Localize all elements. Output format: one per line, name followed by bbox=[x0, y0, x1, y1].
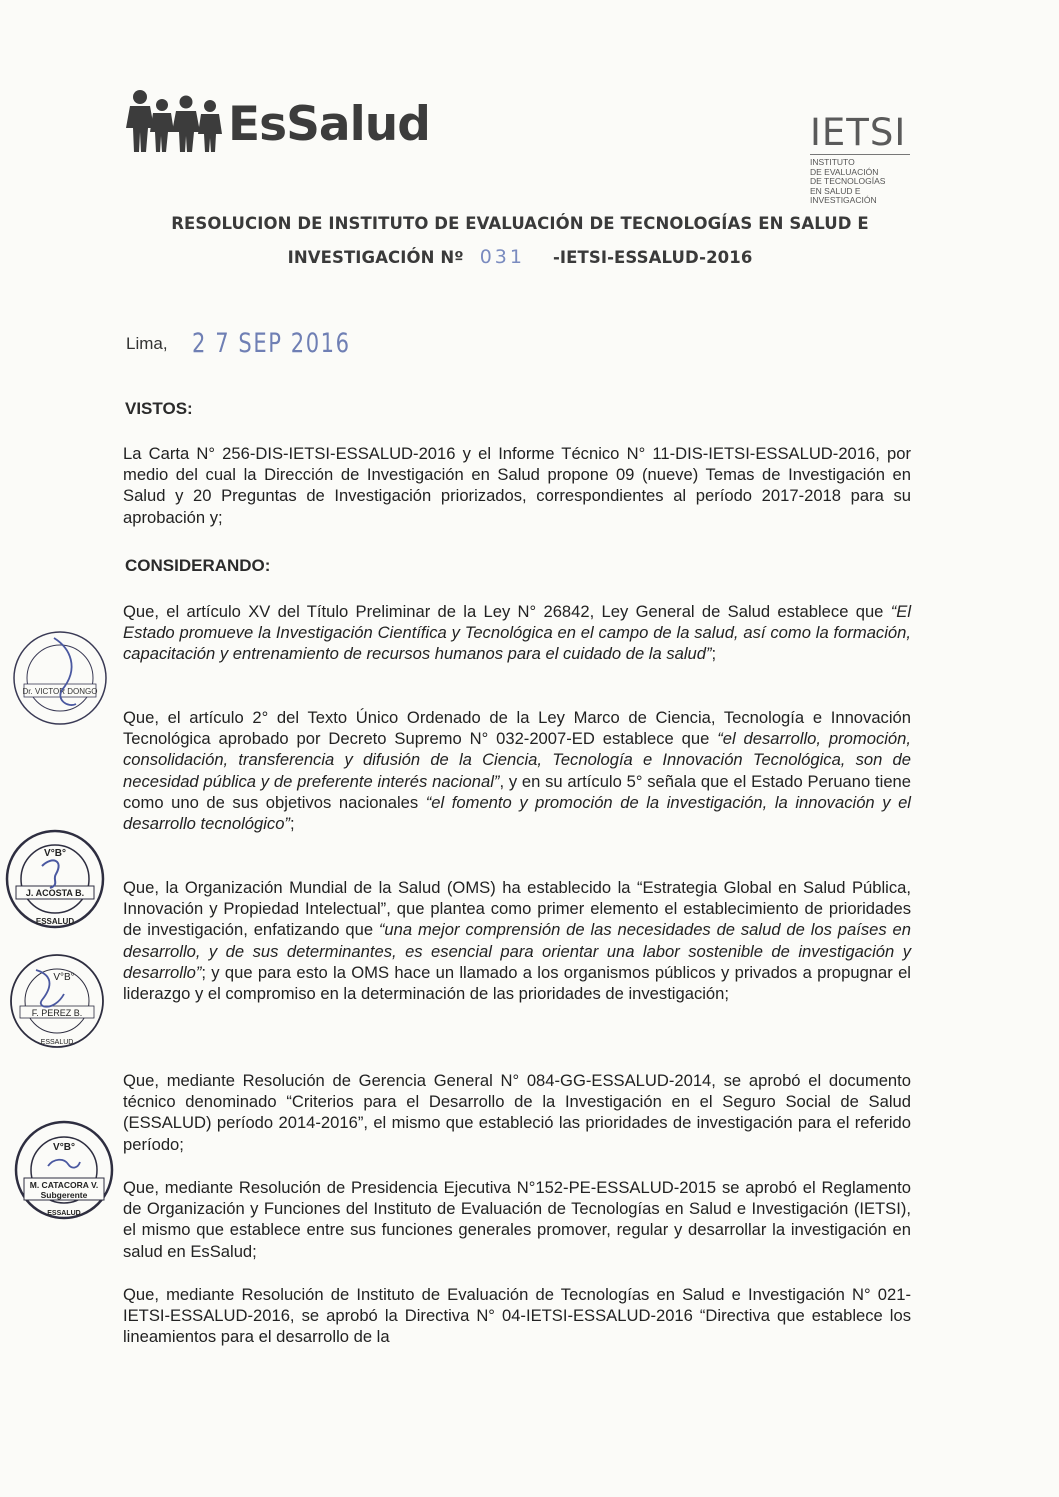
ietsi-logo bbox=[810, 111, 910, 206]
seal-4-role: Subgerente bbox=[40, 1190, 88, 1200]
ietsi-line: INVESTIGACIÓN bbox=[810, 195, 877, 205]
family-figures-icon bbox=[126, 88, 226, 154]
ietsi-subtitle bbox=[810, 158, 910, 206]
considerando-paragraph-6: Que, mediante Resolución de Instituto de Evaluación de Tecnologías en Salud e Investigación N° 021-IETSI-ESSALUD-2016, se aprobó la Directiva N° 04-IETSI-ESSALUD-2016 “Directiva que establece los lineamientos para el desarrollo de la bbox=[123, 1285, 911, 1347]
title-suffix: -IETSI-ESSALUD-2016 bbox=[552, 248, 753, 267]
seal-stamp-icon bbox=[2, 826, 108, 932]
seal-1-name: Dr. VICTOR DONGO bbox=[22, 687, 98, 696]
seal-3-bottom: ESSALUD bbox=[40, 1039, 74, 1046]
seal-2-top: V°B° bbox=[44, 848, 66, 859]
place: Lima, bbox=[126, 334, 168, 353]
resolution-number: 031 bbox=[479, 246, 525, 268]
seal-3-name: F. PEREZ B. bbox=[31, 1008, 83, 1018]
p1-quote: “El Estado promueve la Investigación Científica y Tecnológica en el campo de la salud, así como la formación, capacitación y entrenamiento de recursos humanos para el cuidado de la salud” bbox=[123, 602, 911, 664]
p1-lead: Que, el artículo XV del Título Preliminar de la Ley N° 26842, Ley General de Salud establece que bbox=[123, 602, 891, 621]
seal-stamp-icon bbox=[6, 950, 108, 1052]
resolution-title-line2 bbox=[120, 246, 920, 268]
vistos-paragraph: La Carta N° 256-DIS-IETSI-ESSALUD-2016 y el Informe Técnico N° 11-DIS-IETSI-ESSALUD-2016, por medio del cual la Dirección de Investigación en Salud propone 09 (nueve) Temas de Investigación en Salud y 20 Preguntas de Investigación priorizados, correspondientes al período 2017-2018 para su aprobación y; bbox=[123, 444, 911, 527]
considerando-paragraph-1 bbox=[123, 601, 911, 665]
ietsi-name: IETSI bbox=[810, 114, 910, 155]
p3-quote: “una mejor comprensión de las necesidades de salud de los países en desarrollo, y de sus determinantes, es esencial para orientar una labor sostenible de investigación y desarrollo” bbox=[123, 920, 911, 982]
p2-quote2: “el fomento y promoción de la investigación, la innovación y el desarrollo tecnológico” bbox=[123, 792, 911, 834]
title-prefix: INVESTIGACIÓN Nº bbox=[287, 248, 464, 267]
seal-4-bottom: ESSALUD bbox=[47, 1210, 81, 1217]
ietsi-line: INSTITUTO bbox=[810, 157, 855, 167]
p3-tail: ; y que para esto la OMS hace un llamado a los organismos públicos y privados a propugnar el liderazgo y el compromiso en la determinación de las prioridades de investigación; bbox=[123, 962, 911, 1004]
date-stamp: 2 7 SEP 2016 bbox=[192, 328, 351, 359]
vistos-heading: VISTOS: bbox=[125, 399, 193, 418]
considerando-heading: CONSIDERANDO: bbox=[125, 556, 271, 575]
p2-middle: , y en su artículo 5° señala que el Estado Peruano tiene como uno de sus objetivos nacionales bbox=[123, 771, 912, 812]
logo-text: EsSalud bbox=[228, 97, 430, 152]
p2-quote1: “el desarrollo, promoción, consolidación, transferencia y difusión de la Ciencia, Tecnología e Innovación Tecnológica, son de necesidad pública y de preferente interés nacional” bbox=[123, 729, 911, 791]
seal-stamp-icon bbox=[10, 628, 110, 728]
resolution-title-line1: RESOLUCION DE INSTITUTO DE EVALUACIÓN DE TECNOLOGÍAS EN SALUD E bbox=[171, 214, 869, 233]
p2-lead: Que, el artículo 2° del Texto Único Ordenado de la Ley Marco de Ciencia, Tecnología e Innovación Tecnológica aprobado por Decreto Supremo N° 032-2007-ED establece que bbox=[123, 708, 911, 749]
seal-2 bbox=[2, 826, 108, 932]
seal-stamp-icon bbox=[12, 1118, 116, 1222]
ietsi-line: DE EVALUACIÓN bbox=[810, 166, 879, 177]
considerando-paragraph-4: Que, mediante Resolución de Gerencia General N° 084-GG-ESSALUD-2014, se aprobó el documento técnico denominado “Criterios para el Desarrollo de la Investigación en el Seguro Social de Salud (ESSALUD) período 2014-2016”, el mismo que estableció las prioridades de investigación para el referido período; bbox=[123, 1071, 911, 1154]
considerando-paragraph-2 bbox=[123, 707, 911, 834]
seal-1 bbox=[10, 628, 110, 728]
seal-4 bbox=[12, 1118, 116, 1222]
seal-2-bottom: ESSALUD bbox=[35, 917, 75, 926]
ietsi-line: EN SALUD E bbox=[810, 185, 861, 196]
seal-3 bbox=[6, 950, 108, 1052]
ietsi-line: DE TECNOLOGÍAS bbox=[810, 176, 886, 186]
p1-tail: ; bbox=[711, 644, 717, 664]
p3-lead: Que, la Organización Mundial de la Salud (OMS) ha establecido la “Estrategia Global en Salud Pública, Innovación y Propiedad Intelectual”, que plantea como primer elemento el establecimiento de prioridades de investigación, enfatizando que bbox=[123, 878, 911, 940]
seal-4-top: V°B° bbox=[53, 1142, 75, 1153]
seal-3-top: V°B° bbox=[53, 972, 75, 983]
considerando-paragraph-3 bbox=[123, 877, 911, 1004]
essalud-logo bbox=[126, 82, 430, 154]
p2-tail: ; bbox=[289, 814, 295, 834]
seal-4-name: M. CATACORA V. bbox=[29, 1180, 99, 1190]
seal-2-name: J. ACOSTA B. bbox=[25, 888, 85, 898]
considerando-paragraph-5: Que, mediante Resolución de Presidencia Ejecutiva N°152-PE-ESSALUD-2015 se aprobó el Reglamento de Organización y Funciones del Instituto de Evaluación de Tecnologías en Salud e Investigación (IETSI), el mismo que establece entre sus funciones generales promover, regular y desarrollar la investigación en salud en EsSalud; bbox=[123, 1178, 911, 1261]
